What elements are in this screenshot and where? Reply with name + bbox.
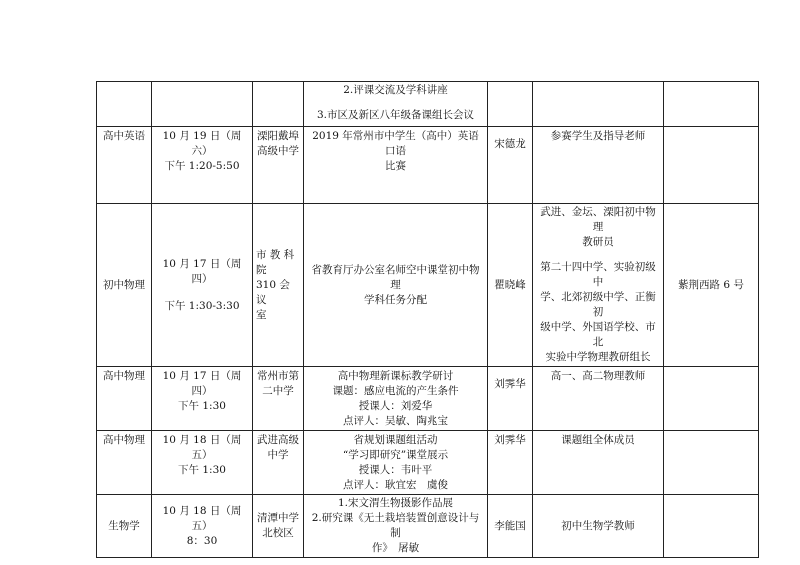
place-cell [253,204,304,367]
subject-cell [97,495,152,558]
content-cell [304,204,488,367]
participants-line: 初中生物学教师 [561,519,635,532]
participants-line: 参赛学生及指导老师 [550,130,646,142]
place-line: 中学 [267,449,289,461]
subject-text: 初中物理 [103,278,145,291]
place-line: 清潭中学 [257,512,299,524]
table-row [97,495,759,558]
content-line: 点评人：耿宜宏 虞俊 [343,479,448,491]
content-line: 省规划课题组活动 [353,434,438,446]
place-line: 高级中学 [257,145,299,157]
person-text: 李能国 [494,519,526,532]
time-line: 10 月 18 日（周五） [162,504,242,532]
content-line: 高中物理新课标教学研讨 [337,370,454,382]
person-cell [488,127,533,204]
place-cell [253,127,304,204]
content-line: 2.研究课《无土栽培装置创意设计与制 [311,512,480,539]
content-line: “学习即研究”课堂展示 [342,449,449,461]
place-line: 武进高级 [257,434,299,446]
subject-cell [97,204,152,367]
participants-cell [533,431,664,495]
content-line: 3.市区及新区八年级备课组长会议 [316,109,475,121]
content-cell [304,431,488,495]
person-cell [488,82,533,127]
place-line: 室 [256,308,267,321]
table-row [97,204,759,367]
place-line: 310 会 议 [256,278,290,306]
place-line: 溧阳戴埠 [257,130,299,142]
content-line: 2.评课交流及学科讲座 [343,84,448,96]
subject-cell [97,367,152,431]
time-line: 8：30 [186,534,218,547]
person-cell [488,367,533,431]
location-text: 紫荆西路 6 号 [678,278,744,291]
subject-cell [97,127,152,204]
participants-line: 级中学、外国语学校、市北 [540,321,656,348]
person-cell [488,204,533,367]
person-cell [488,431,533,495]
participants-line: 第二十四中学、实验初级中 [540,261,656,288]
participants-line: 高一、高二物理教师 [550,370,646,382]
content-line: 点评人：吴敏、陶兆宝 [343,415,448,427]
content-line: 比赛 [385,160,406,172]
location-cell [664,495,759,558]
participants-line: 教研员 [582,236,614,248]
time-line: 下午 1:20-5:50 [164,160,240,172]
content-line: 省教育厅办公室名师空中课堂初中物理 [311,263,480,291]
person-text: 刘霁华 [494,378,526,390]
person-text: 宋德龙 [494,138,526,150]
place-line: 常州市第 [257,370,299,382]
time-line: 下午 1:30-3:30 [164,299,240,312]
person-text: 刘霁华 [494,434,526,446]
time-cell [152,204,253,367]
schedule-table [96,81,759,558]
subject-cell [97,431,152,495]
table-row [97,367,759,431]
content-line: 学科任务分配 [364,293,427,306]
content-cell [304,82,488,127]
location-cell [664,431,759,495]
content-line: 授课人：刘爱华 [358,400,433,412]
location-cell [664,204,759,367]
participants-cell [533,82,664,127]
subject-text: 高中物理 [103,434,145,446]
participants-cell [533,367,664,431]
content-line: 2019 年常州市中学生（高中）英语口语 [312,130,479,157]
content-cell [304,367,488,431]
place-cell [253,367,304,431]
location-cell [664,82,759,127]
person-cell [488,495,533,558]
time-cell [152,367,253,431]
person-text: 瞿晓峰 [494,278,526,291]
content-line: 1.宋文渭生物摄影作品展 [337,497,454,509]
table-row [97,431,759,495]
place-cell [253,82,304,127]
place-cell [253,431,304,495]
content-cell [304,495,488,558]
time-line: 10 月 18 日（周五） [162,434,242,461]
subject-text: 高中英语 [103,130,145,142]
time-line: 下午 1:30 [178,464,226,476]
subject-text: 生物学 [108,519,140,532]
participants-cell [533,127,664,204]
place-line: 二中学 [262,385,294,397]
content-line: 作》 屠敏 [371,542,420,554]
place-cell [253,495,304,558]
time-line: 10 月 17 日（周四） [162,257,242,285]
time-line: 10 月 17 日（周四） [162,370,242,397]
content-cell [304,127,488,204]
location-cell [664,367,759,431]
subject-cell [97,82,152,127]
participants-line: 课题组全体成员 [561,434,635,446]
participants-cell [533,204,664,367]
place-line: 市 教 科 院 [256,248,295,276]
time-line: 下午 1:30 [178,400,226,412]
subject-text: 高中物理 [103,370,145,382]
table-row [97,82,759,127]
content-line: 授课人：韦叶平 [358,464,433,476]
table-row [97,127,759,204]
participants-line: 武进、金坛、溧阳初中物理 [540,206,656,233]
time-cell [152,495,253,558]
participants-line: 学、北郊初级中学、正衡初 [540,291,656,318]
content-line: 课题：感应电流的产生条件 [332,385,459,397]
time-cell [152,431,253,495]
participants-cell [533,495,664,558]
participants-line: 实验中学物理教研组长 [545,351,651,363]
location-cell [664,127,759,204]
place-line: 北校区 [262,527,294,539]
time-cell [152,127,253,204]
time-line: 10 月 19 日（周六） [162,130,242,157]
time-cell [152,82,253,127]
